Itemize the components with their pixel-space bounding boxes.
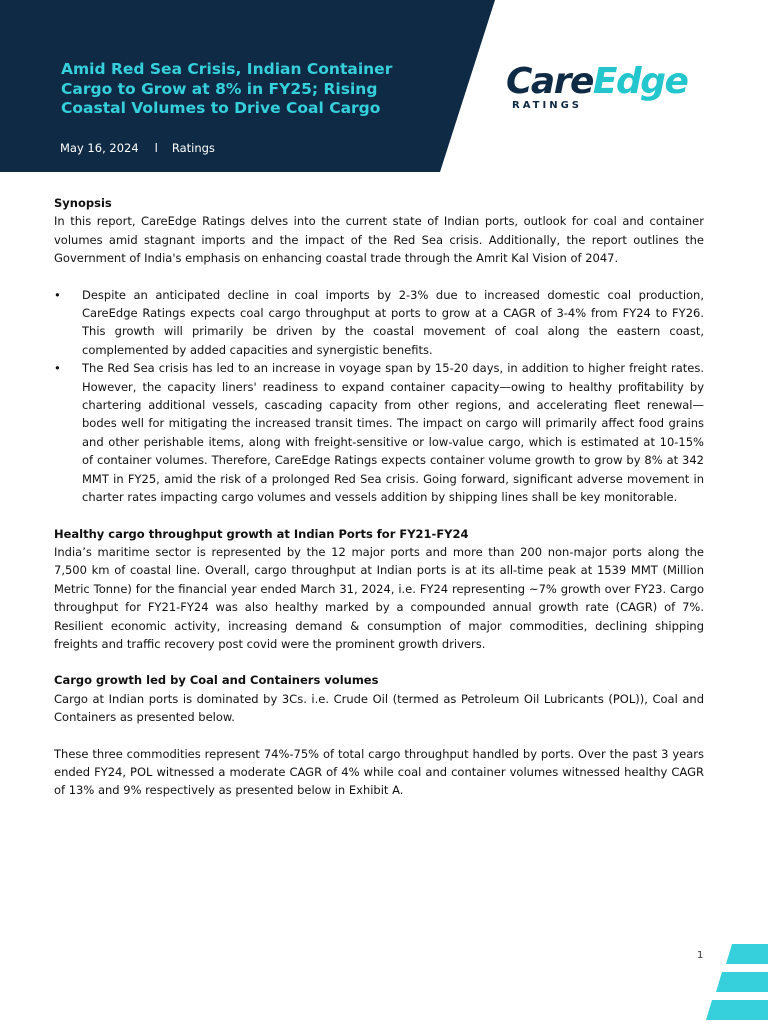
logo-care: Care [506,61,593,102]
section2-heading: Cargo growth led by Coal and Containers volumes [54,673,379,688]
synopsis-intro: In this report, CareEdge Ratings delves into the current state of Indian ports, outlook for coal and container volumes amid stagnant imports and the impact of the Red Sea crisis. Additionally, the report outlines the Government of India's emphasis on enhancing coastal trade through the Amrit Kal Vision of 2047. [54,214,704,266]
section2-body-1: Cargo at Indian ports is dominated by 3Cs. i.e. Crude Oil (termed as Petroleum Oil Lubricants (POL)), Coal and Containers as presented below. [54,691,704,725]
careedge-logo [506,62,687,111]
page-number: 1 [697,950,704,961]
report-date: May 16, 2024 [60,141,139,155]
corner-stripes-decoration [700,940,768,1024]
synopsis-bullets [54,286,704,507]
synopsis-bullet-red-sea: • The Red Sea crisis has led to an increase in voyage span by 15-20 days, in addition to higher freight rates. However, the capacity liners' readiness to expand container capacity—owing to healthy profitability by chartering additional vessels, cascading capacity from other regions, and accelerating fleet renewal—bodes well for mitigating the increased transit times. The impact on cargo will primarily affect food grains and other perishable items, along with freight-sensitive or low-value cargo, which is estimated at 10-15% of container volumes. Therefore, CareEdge Ratings expects container volume growth to grow by 8% at 342 MMT in FY25, amid the risk of a prolonged Red Sea crisis. Going forward, significant adverse movement in charter rates impacting cargo volumes and vessels addition by shipping lines shall be key monitorable. [54,359,704,506]
section2-body-2: These three commodities represent 74%-75% of total cargo throughput handled by ports. Over the past 3 years ended FY24, POL witnessed a moderate CAGR of 4% while coal and container volumes witnessed healthy CAGR of 13% and 9% respectively as presented below in Exhibit A. [54,746,704,798]
synopsis-heading: Synopsis [54,196,112,210]
report-title: Amid Red Sea Crisis, Indian Container Cargo to Grow at 8% in FY25; Rising Coastal Volumes to Drive Coal Cargo [61,60,393,117]
report-category: Ratings [171,141,215,155]
section1-heading: Healthy cargo throughput growth at Indian Ports for FY21-FY24 [54,526,469,541]
header-banner [0,0,768,172]
logo-edge: Edge [592,61,688,102]
synopsis-bullet-coal: • Despite an anticipated decline in coal imports by 2-3% due to increased domestic coal production, CareEdge Ratings expects coal cargo throughput at ports to grow at a CAGR of 3-4% from FY24 to FY26. This growth will primarily be driven by the coastal movement of coal along the eastern coast, complemented by added capacities and synergistic benefits. [54,286,704,360]
report-body [54,194,704,800]
section1-body: India’s maritime sector is represented by the 12 major ports and more than 200 non-major ports along the 7,500 km of coastal line. Overall, cargo throughput at Indian ports is at its all-time peak at 1539 MMT (Million Metric Tonne) for the financial year ended March 31, 2024, i.e. FY24 representing ~7% growth over FY23. Cargo throughput for FY21-FY24 was also healthy marked by a compounded annual growth rate (CAGR) of 7%. Resilient economic activity, increasing demand & consumption of major commodities, declining shipping freights and traffic recovery post covid were the prominent growth drivers. [54,544,704,651]
report-meta [60,141,215,155]
logo-ratings: RATINGS [512,100,582,111]
meta-separator: l [154,141,158,155]
